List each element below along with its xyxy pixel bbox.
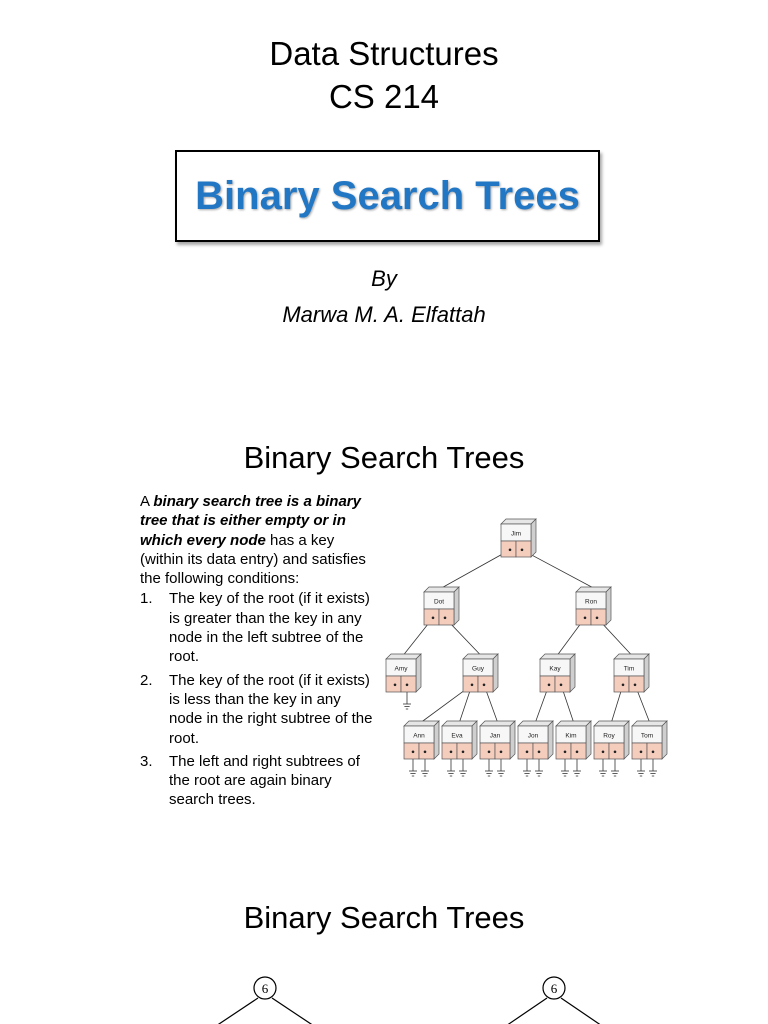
binary-search-tree-diagram <box>380 516 670 781</box>
pointer-dot <box>462 751 465 754</box>
pointer-dot <box>576 751 579 754</box>
node-left-pointer-cell <box>632 743 647 759</box>
node-side-face <box>662 721 667 759</box>
node-top-face <box>614 654 649 659</box>
pointer-dot <box>602 751 605 754</box>
title-box <box>175 150 600 242</box>
tree-node <box>404 721 439 759</box>
node-top-face <box>424 587 459 592</box>
condition-text: The key of the root (if it exists) is less than the key in any node in the right subtree of the root. <box>169 671 373 747</box>
right-tree-root: 6 <box>550 981 558 996</box>
pointer-dot <box>584 617 587 620</box>
node-side-face <box>493 654 498 692</box>
tree-edge <box>272 998 320 1024</box>
node-right-pointer-cell <box>555 676 570 692</box>
node-side-face <box>644 654 649 692</box>
pointer-dot <box>444 617 447 620</box>
tree-node <box>480 721 515 759</box>
node-top-face <box>594 721 629 726</box>
definition-prefix: A <box>140 493 154 510</box>
node-right-pointer-cell <box>647 743 662 759</box>
node-left-pointer-cell <box>501 541 516 557</box>
node-left-pointer-cell <box>518 743 533 759</box>
definition-emphasis: binary search tree is a binary tree that is either empty or in which every node <box>140 493 361 549</box>
tree-node <box>576 587 611 625</box>
tree-edge <box>442 550 511 588</box>
condition-item <box>140 671 374 748</box>
pointer-dot <box>634 684 637 687</box>
node-left-pointer-cell <box>480 743 495 759</box>
node-right-pointer-cell <box>533 743 548 759</box>
node-right-pointer-cell <box>478 676 493 692</box>
node-key-label: Jon <box>527 732 539 740</box>
node-side-face <box>570 654 575 692</box>
pointer-dot <box>596 617 599 620</box>
node-right-pointer-cell <box>401 676 416 692</box>
example-trees <box>0 960 768 1024</box>
pointer-dot <box>509 549 512 552</box>
node-right-pointer-cell <box>439 609 454 625</box>
pointer-dot <box>622 684 625 687</box>
pointer-dot <box>640 751 643 754</box>
pointer-dot <box>521 549 524 552</box>
slide-heading: Binary Search Trees <box>243 900 525 935</box>
slide-heading: Binary Search Trees <box>243 440 525 475</box>
pointer-dot <box>548 684 551 687</box>
condition-number: 3. <box>140 752 153 770</box>
condition-number: 1. <box>140 590 153 608</box>
condition-item <box>140 589 374 666</box>
tree-node <box>463 654 498 692</box>
node-top-face <box>404 721 439 726</box>
tree-node <box>594 721 629 759</box>
condition-item <box>140 752 374 810</box>
node-side-face <box>454 587 459 625</box>
pointer-dot <box>488 751 491 754</box>
node-left-pointer-cell <box>556 743 571 759</box>
node-top-face <box>480 721 515 726</box>
node-side-face <box>531 519 536 557</box>
node-key-label: Jan <box>489 732 501 740</box>
tree-node <box>386 654 421 692</box>
main-title: Binary Search Trees <box>195 173 580 218</box>
pointer-dot <box>406 684 409 687</box>
node-key-label: Tom <box>640 732 654 740</box>
tree-node <box>518 721 553 759</box>
node-top-face <box>442 721 477 726</box>
node-right-pointer-cell <box>419 743 434 759</box>
pointer-dot <box>424 751 427 754</box>
node-key-label: Eva <box>451 732 463 740</box>
tree-edge <box>500 998 547 1024</box>
definition-suffix: has a key (within its data entry) and satisfies the following conditions: <box>140 531 366 588</box>
node-right-pointer-cell <box>609 743 624 759</box>
node-key-label: Kay <box>549 665 561 673</box>
pointer-dot <box>471 684 474 687</box>
tree-node <box>614 654 649 692</box>
node-side-face <box>510 721 515 759</box>
node-right-pointer-cell <box>495 743 510 759</box>
left-tree-root: 6 <box>261 981 269 996</box>
node-left-pointer-cell <box>424 609 439 625</box>
node-left-pointer-cell <box>404 743 419 759</box>
node-key-label: Guy <box>472 665 484 673</box>
pointer-dot <box>526 751 529 754</box>
node-left-pointer-cell <box>614 676 629 692</box>
node-left-pointer-cell <box>386 676 401 692</box>
pointer-dot <box>432 617 435 620</box>
conditions-list <box>140 589 374 809</box>
node-top-face <box>576 587 611 592</box>
course-name: Data Structures <box>269 35 499 72</box>
node-left-pointer-cell <box>576 609 591 625</box>
node-left-pointer-cell <box>463 676 478 692</box>
node-top-face <box>386 654 421 659</box>
by-label: By <box>371 266 397 291</box>
node-side-face <box>472 721 477 759</box>
pointer-dot <box>394 684 397 687</box>
node-top-face <box>501 519 536 524</box>
node-left-pointer-cell <box>540 676 555 692</box>
tree-edge <box>561 998 608 1024</box>
node-key-label: Roy <box>603 732 615 740</box>
tree-node <box>540 654 575 692</box>
pointer-dot <box>538 751 541 754</box>
pointer-dot <box>560 684 563 687</box>
node-side-face <box>606 587 611 625</box>
author-name: Marwa M. A. Elfattah <box>282 302 486 327</box>
pointer-dot <box>614 751 617 754</box>
definition-text <box>140 492 374 814</box>
tree-node <box>632 721 667 759</box>
node-top-face <box>540 654 575 659</box>
node-right-pointer-cell <box>516 541 531 557</box>
node-key-label: Tim <box>623 665 635 673</box>
condition-number: 2. <box>140 671 153 689</box>
condition-text: The key of the root (if it exists) is greater than the key in any node in the left subtree of the root. <box>169 590 370 666</box>
node-key-label: Dot <box>433 598 445 606</box>
node-key-label: Amy <box>394 665 408 673</box>
tree-node <box>501 519 536 557</box>
node-key-label: Kim <box>565 732 577 740</box>
node-left-pointer-cell <box>594 743 609 759</box>
tree-edge <box>210 998 258 1024</box>
course-title <box>0 32 768 118</box>
node-side-face <box>548 721 553 759</box>
node-key-label: Ron <box>585 598 597 606</box>
node-side-face <box>624 721 629 759</box>
node-top-face <box>632 721 667 726</box>
tree-node <box>442 721 477 759</box>
pointer-dot <box>483 684 486 687</box>
pointer-dot <box>500 751 503 754</box>
tree-node <box>424 587 459 625</box>
node-top-face <box>556 721 591 726</box>
condition-text: The left and right subtrees of the root are again binary search trees. <box>169 752 360 809</box>
node-side-face <box>434 721 439 759</box>
node-right-pointer-cell <box>457 743 472 759</box>
node-left-pointer-cell <box>442 743 457 759</box>
node-right-pointer-cell <box>629 676 644 692</box>
node-right-pointer-cell <box>591 609 606 625</box>
node-side-face <box>416 654 421 692</box>
pointer-dot <box>564 751 567 754</box>
node-top-face <box>518 721 553 726</box>
node-right-pointer-cell <box>571 743 586 759</box>
course-code: CS 214 <box>328 78 440 115</box>
pointer-dot <box>412 751 415 754</box>
node-top-face <box>463 654 498 659</box>
pointer-dot <box>450 751 453 754</box>
definition-paragraph <box>140 492 374 588</box>
tree-node <box>556 721 591 759</box>
node-key-label: Jim <box>510 530 522 538</box>
pointer-dot <box>652 751 655 754</box>
node-key-label: Ann <box>413 732 425 740</box>
node-side-face <box>586 721 591 759</box>
